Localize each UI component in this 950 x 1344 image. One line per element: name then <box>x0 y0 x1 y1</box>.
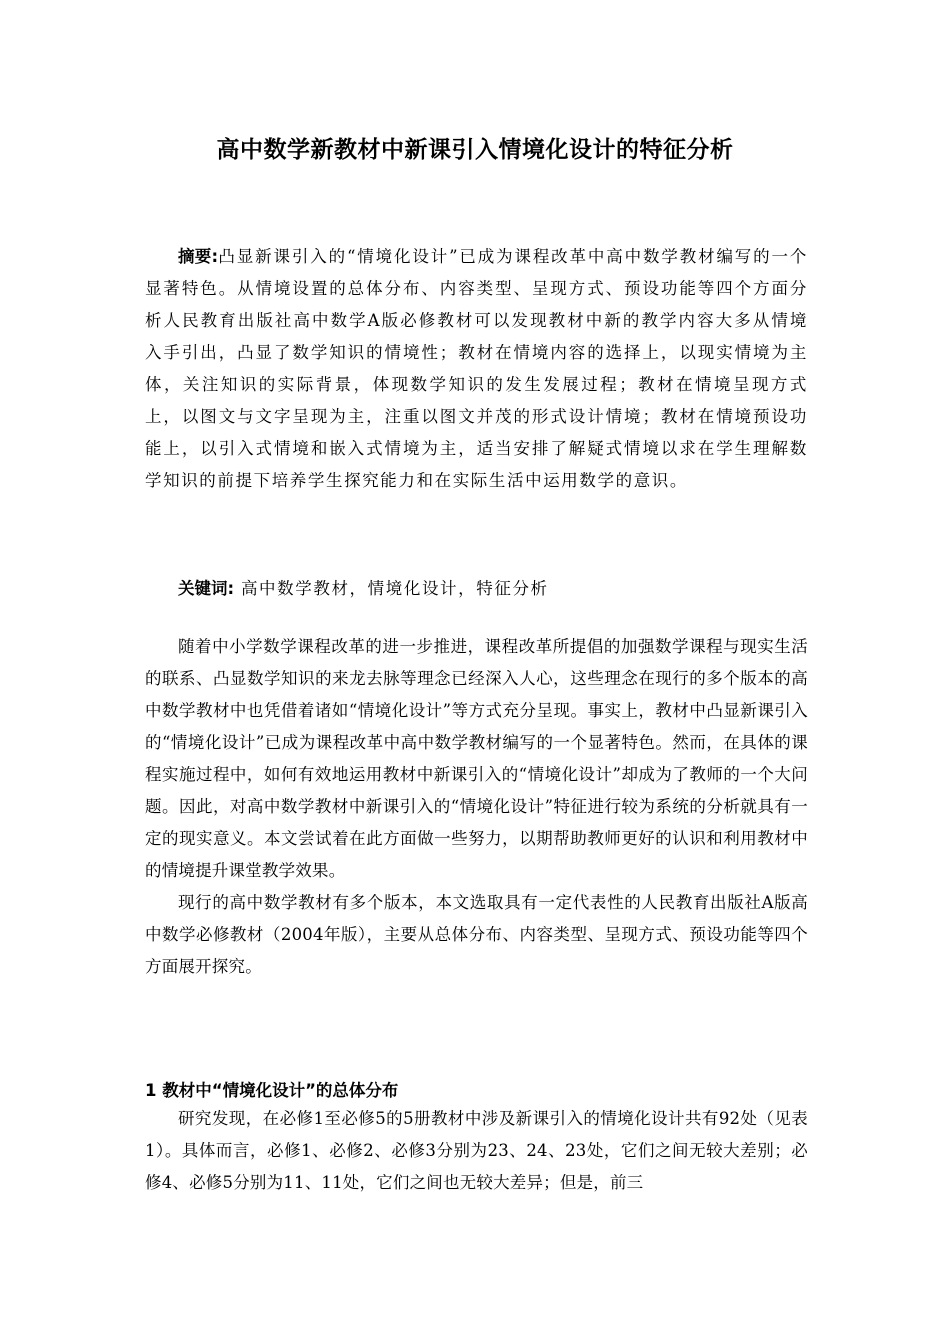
abstract-section <box>145 241 808 497</box>
keywords-section <box>145 573 808 605</box>
keywords-label: 关键词: <box>178 579 235 598</box>
body-paragraph: 研究发现，在必修1至必修5的5册教材中涉及新课引入的情境化设计共有92处（见表1）。具体而言，必修1、必修2、必修3分别为23、24、23处，它们之间无较大差别；必修4、必修5分别为11、11处，它们之间也无较大差异；但是，前三 <box>145 1109 808 1192</box>
abstract-label: 摘要: <box>178 247 219 266</box>
section-heading: 1 教材中“情境化设计”的总体分布 <box>145 1081 399 1100</box>
body-paragraph: 随着中小学数学课程改革的进一步推进，课程改革所提倡的加强数学课程与现实生活的联系、凸显数学知识的来龙去脉等理念已经深入人心，这些理念在现行的多个版本的高中数学教材中也凭借着诸如“情境化设计”等方式充分呈现。事实上，教材中凸显新课引入的“情境化设计”已成为课程改革中高中数学教材编写的一个显著特色。然而，在具体的课程实施过程中，如何有效地运用教材中新课引入的“情境化设计”却成为了教师的一个大问题。因此，对高中数学教材中新课引入的“情境化设计”特征进行较为系统的分析就具有一定的现实意义。本文尝试着在此方面做一些努力，以期帮助教师更好的认识和利用教材中的情境提升课堂教学效果。 <box>145 637 808 880</box>
section-body <box>145 1103 808 1199</box>
abstract-text: 凸显新课引入的“情境化设计”已成为课程改革中高中数学教材编写的一个显著特色。从情境设置的总体分布、内容类型、呈现方式、预设功能等四个方面分析人民教育出版社高中数学A版必修教材可以发现教材中新的教学内容大多从情境入手引出，凸显了数学知识的情境性；教材在情境内容的选择上，以现实情境为主体，关注知识的实际背景，体现数学知识的发生发展过程；教材在情境呈现方式上，以图文与文字呈现为主，注重以图文并茂的形式设计情境；教材在情境预设功能上，以引入式情境和嵌入式情境为主，适当安排了解疑式情境以求在学生理解数学知识的前提下培养学生探究能力和在实际生活中运用数学的意识。 <box>145 247 809 490</box>
introduction-body <box>145 631 808 983</box>
body-paragraph: 现行的高中数学教材有多个版本，本文选取具有一定代表性的人民教育出版社A版高中数学必修教材（2004年版），主要从总体分布、内容类型、呈现方式、预设功能等四个方面展开探究。 <box>145 893 808 976</box>
paper-title: 高中数学新教材中新课引入情境化设计的特征分析 <box>216 137 734 163</box>
keywords-text: 高中数学教材，情境化设计，特征分析 <box>234 579 549 598</box>
